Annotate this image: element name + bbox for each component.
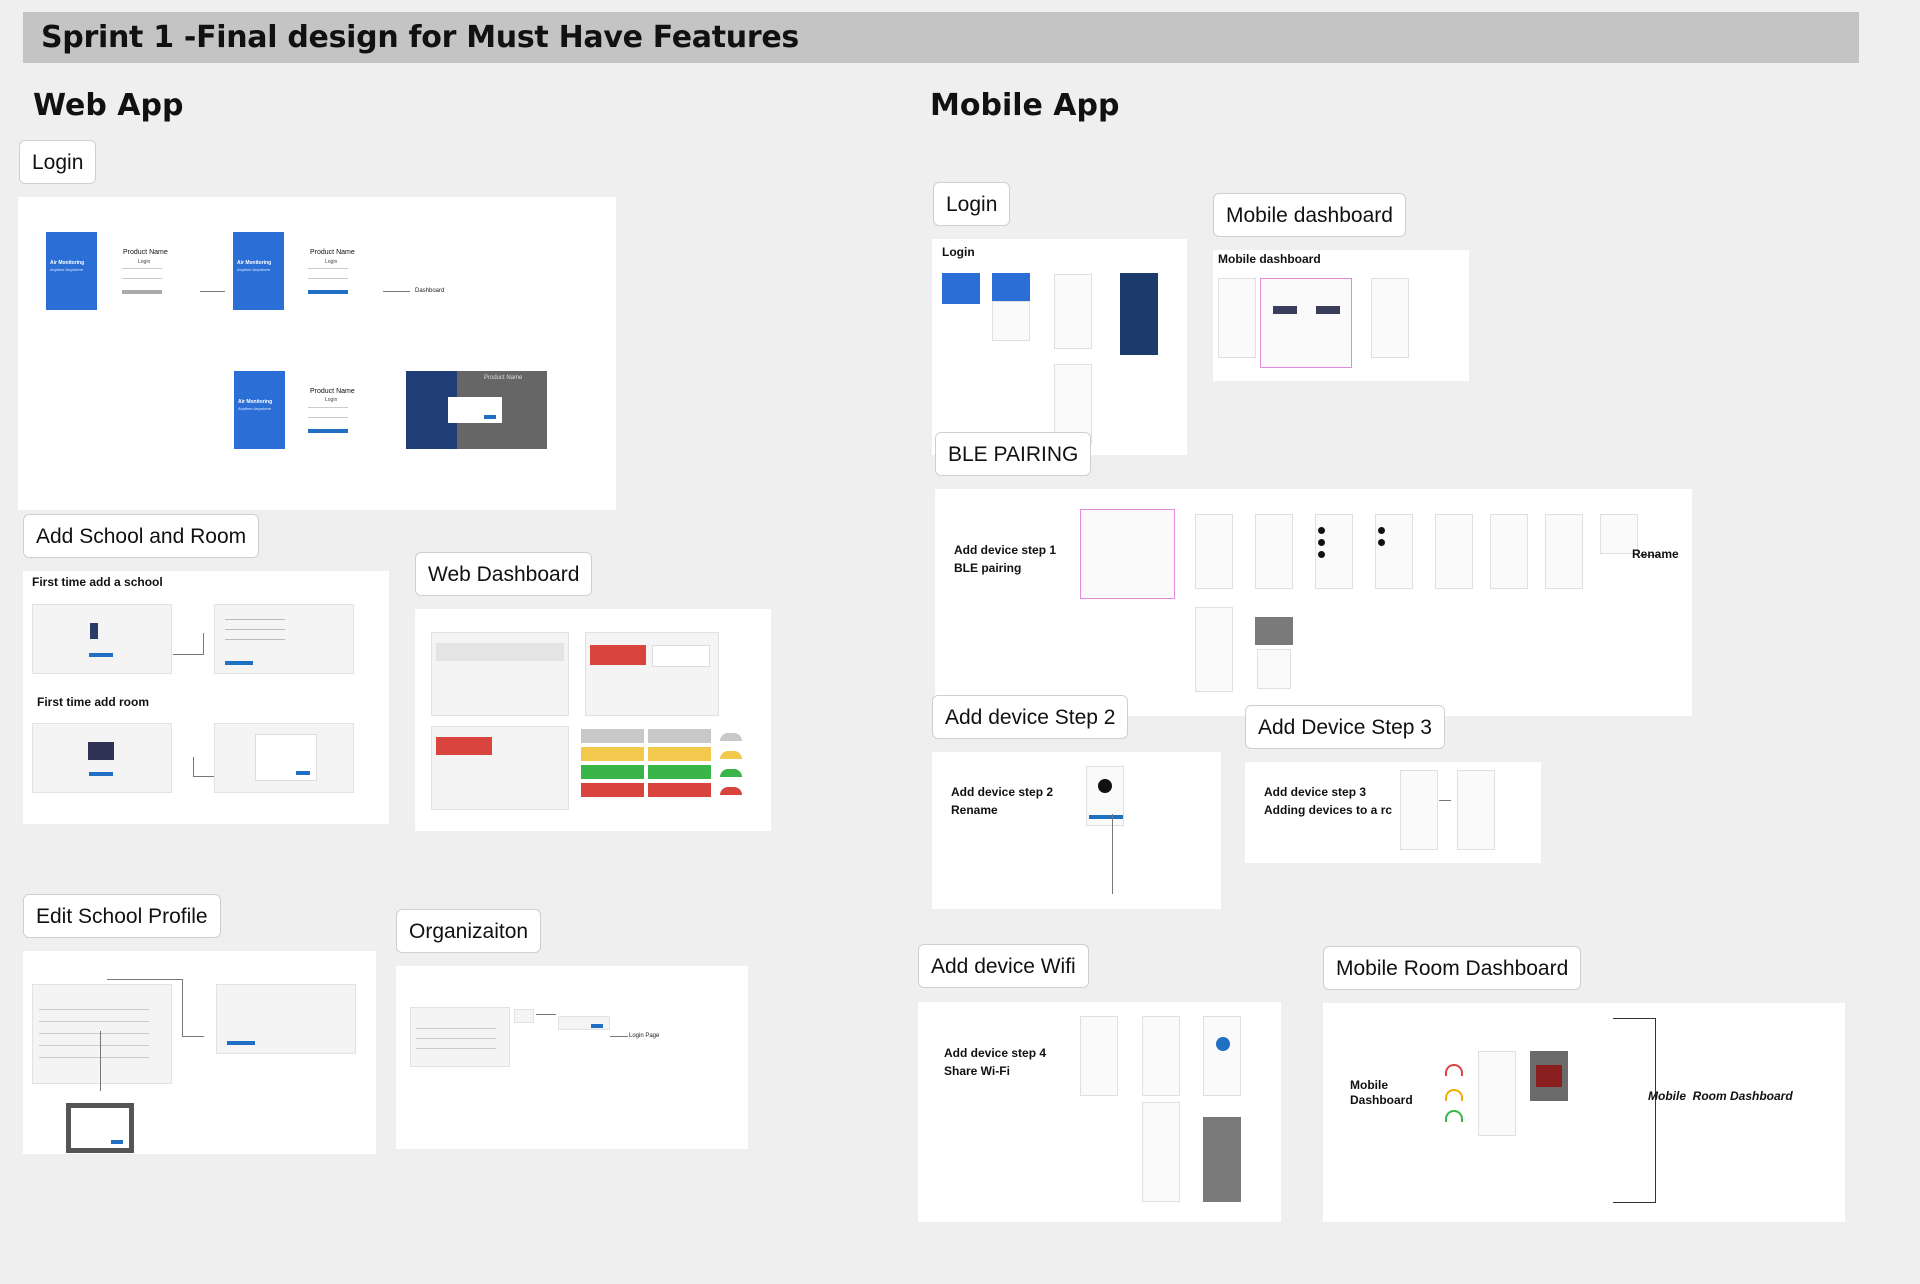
delete-modal [66,1103,134,1153]
room-illustration [1316,306,1340,314]
row-line [39,1045,149,1046]
flow-connector [1439,800,1451,801]
organization-frame[interactable] [396,966,748,1149]
save-button [227,1041,255,1045]
flow-connector [610,1036,628,1037]
login-word: Login [138,259,151,265]
form-line [225,619,285,620]
organization-tag[interactable]: Organizaiton [396,909,541,953]
room-modal [255,734,317,781]
mobile-app-title: Mobile App [930,88,1120,123]
step3-frame[interactable] [1245,762,1541,863]
wifi-frame[interactable] [918,1002,1281,1222]
row-line [39,1033,149,1034]
step3-tag[interactable]: Add Device Step 3 [1245,705,1445,749]
gauge-red [1445,1064,1463,1076]
modal-box [71,1108,129,1148]
flow-connector [107,979,182,980]
logout-button [591,1024,603,1028]
form-line [225,629,285,630]
room-dim-screen [1530,1051,1568,1101]
wifi-phone [1080,1016,1118,1096]
ble-highlight-group [1080,509,1175,599]
ble-step-label: Add device step 1 BLE pairing [954,543,1057,575]
ble-phone-keypad [1490,514,1528,589]
status-bar-gray [648,729,711,743]
step3-phone [1400,770,1438,850]
dashboard-empty [431,632,569,716]
school-list-screen [32,984,172,1084]
login-button [308,429,348,433]
room-phone [1478,1051,1516,1136]
alert-card [436,737,492,755]
flow-connector [193,776,215,777]
flow-connector [100,1031,101,1091]
room-dashboard-label: Mobile Room Dashboard [1648,1089,1793,1103]
rename-button [1089,815,1123,819]
add-room-button [89,772,113,776]
web-login-frame[interactable] [18,197,616,510]
status-bar-red [581,783,644,797]
web-login-tag[interactable]: Login [19,140,96,184]
room-illustration [1273,306,1297,314]
row-line [416,1028,496,1029]
login-button [308,290,348,294]
school-screen-1 [32,604,172,674]
school-screen-2 [214,604,354,674]
status-bar-green [581,765,644,779]
dashboard-phone [1218,278,1256,358]
status-bar-yellow [581,747,644,761]
input-line [308,417,348,418]
list-dot [1378,527,1385,534]
gauge-red [720,787,742,795]
dashboard-label: Dashboard [415,288,445,294]
dashboard-cards [585,632,719,716]
flow-connector [182,1036,204,1037]
modal-ok [484,415,496,419]
hero-sub: Anytime Anywhere [50,267,84,272]
wifi-phone-success [1203,1016,1241,1096]
ble-phone [1375,514,1413,589]
org-dropdown [558,1016,610,1030]
wifi-dim-screen [1203,1117,1241,1202]
step2-frame[interactable] [932,752,1221,909]
save-button [225,661,253,665]
row-line [39,1021,149,1022]
mobile-login-label: Login [942,245,975,259]
row-line [39,1057,149,1058]
room-screen-1 [32,723,172,793]
input-line [122,268,162,269]
gauge-yellow [720,751,742,759]
edit-form-screen [216,984,356,1054]
hero-text: Air Monitoring [238,399,273,405]
product-name: Product Name [123,249,168,256]
gauge-gray [720,733,742,741]
mobile-dashboard-label: Mobile dashboard [1218,252,1321,266]
wifi-phone-2 [1142,1102,1180,1202]
web-dashboard-frame[interactable] [415,609,771,831]
flow-connector [203,633,204,655]
mobile-dashboard-frame[interactable] [1213,250,1469,381]
dark-splash [1120,273,1158,355]
alert-card [1536,1065,1562,1087]
mobile-login-frame[interactable] [932,239,1187,455]
dashboard-highlight [1260,278,1352,368]
hero-sub: Anytime Anywhere [237,267,271,272]
device-icon [1098,779,1112,793]
status-bar-gray [581,729,644,743]
ble-pairing-frame[interactable] [935,489,1692,716]
ble-pairing-tag[interactable]: BLE PAIRING [935,432,1091,476]
splash-screen [992,273,1030,304]
add-button [89,653,113,657]
form-line [225,639,285,640]
flow-connector [536,1014,556,1015]
hero-text: Air Monitoring [50,260,85,266]
input-line [308,407,348,408]
login-hero-card [233,232,284,310]
ble-phone-error [1195,607,1233,692]
product-name: Product Name [310,249,355,256]
list-dot [1318,551,1325,558]
sprint-banner [23,12,1859,63]
edit-school-frame[interactable] [23,951,376,1154]
org-popover [514,1009,534,1023]
step2-label: Add device step 2 Rename [951,785,1054,817]
status-bar-red [648,783,711,797]
room-illustration [88,742,114,760]
flow-connector [182,979,183,1036]
login-word: Login [325,259,338,265]
step2-phone [1086,766,1124,826]
input-line [308,268,348,269]
product-name: Product Name [310,388,355,395]
disabled-button [122,290,162,294]
wifi-tag[interactable]: Add device Wifi [918,944,1089,988]
step3-phone [1457,770,1495,850]
web-dashboard-tag[interactable]: Web Dashboard [415,552,592,596]
ble-phone-scan [1257,649,1291,689]
org-list-screen [410,1007,510,1067]
ble-phone [1195,514,1233,589]
login-hero-card [234,371,285,449]
banner-title: Sprint 1 -Final design for Must Have Features [41,20,799,55]
web-app-title: Web App [33,88,184,123]
splash-screen [942,273,980,304]
info-card [652,645,710,667]
input-line [122,278,162,279]
gauge-yellow [1445,1089,1463,1101]
login-page-label: Login Page [629,1033,660,1039]
login-hero-card [46,232,97,310]
banner-strip [436,643,564,661]
input-line [308,278,348,279]
flow-arrow [200,291,225,292]
check-icon [1216,1037,1230,1051]
room-dashboard-frame[interactable] [1323,1003,1845,1222]
wifi-phone-keyboard [1142,1016,1180,1096]
gauge-green [1445,1110,1463,1122]
first-school-label: First time add a school [32,575,163,589]
list-dot [1318,539,1325,546]
alert-card [590,645,646,665]
hero-sub: Anytime Anywhere [238,406,272,411]
step3-label: Add device step 3 Adding devices to a rc [1264,785,1393,817]
flow-connector [193,757,194,777]
hero-text: Air Monitoring [237,260,272,266]
flow-connector [1112,814,1113,894]
room-dashboard-tag[interactable]: Mobile Room Dashboard [1323,946,1581,990]
mobile-dashboard-label: Mobile Dashboard [1350,1078,1413,1107]
room-screen-2 [214,723,354,793]
flow-connector [173,654,203,655]
login-word: Login [325,397,338,403]
dashboard-phone [1371,278,1409,358]
illustration-icon [90,623,98,639]
ble-phone [1255,514,1293,589]
status-bar-yellow [648,747,711,761]
rename-label: Rename [1632,547,1679,561]
status-bar-green [648,765,711,779]
gauge-green [720,769,742,777]
modal-save [296,771,310,775]
row-line [39,1009,149,1010]
dashboard-room [431,726,569,810]
login-phone-keyboard [1054,274,1092,349]
bracket [1613,1018,1656,1203]
edit-school-tag[interactable]: Edit School Profile [23,894,221,938]
row-line [416,1038,496,1039]
ble-phone [1315,514,1353,589]
mobile-login-tag[interactable]: Login [933,182,1010,226]
mobile-dashboard-tag[interactable]: Mobile dashboard [1213,193,1406,237]
list-dot [1378,539,1385,546]
modal-box [448,397,502,423]
error-modal-screen [406,371,547,449]
ble-dim-screen [1255,617,1293,645]
add-school-room-frame[interactable] [23,571,389,824]
wifi-step-label: Add device step 4 Share Wi-Fi [944,1046,1047,1078]
ble-phone [1435,514,1473,589]
step2-tag[interactable]: Add device Step 2 [932,695,1128,739]
first-room-label: First time add room [37,695,150,709]
flow-arrow [383,291,410,292]
row-line [416,1048,496,1049]
product-name: Product Name [484,375,523,381]
login-phone [992,301,1030,341]
list-dot [1318,527,1325,534]
ble-phone-code [1545,514,1583,589]
modal-ok [111,1140,123,1144]
add-school-room-tag[interactable]: Add School and Room [23,514,259,558]
